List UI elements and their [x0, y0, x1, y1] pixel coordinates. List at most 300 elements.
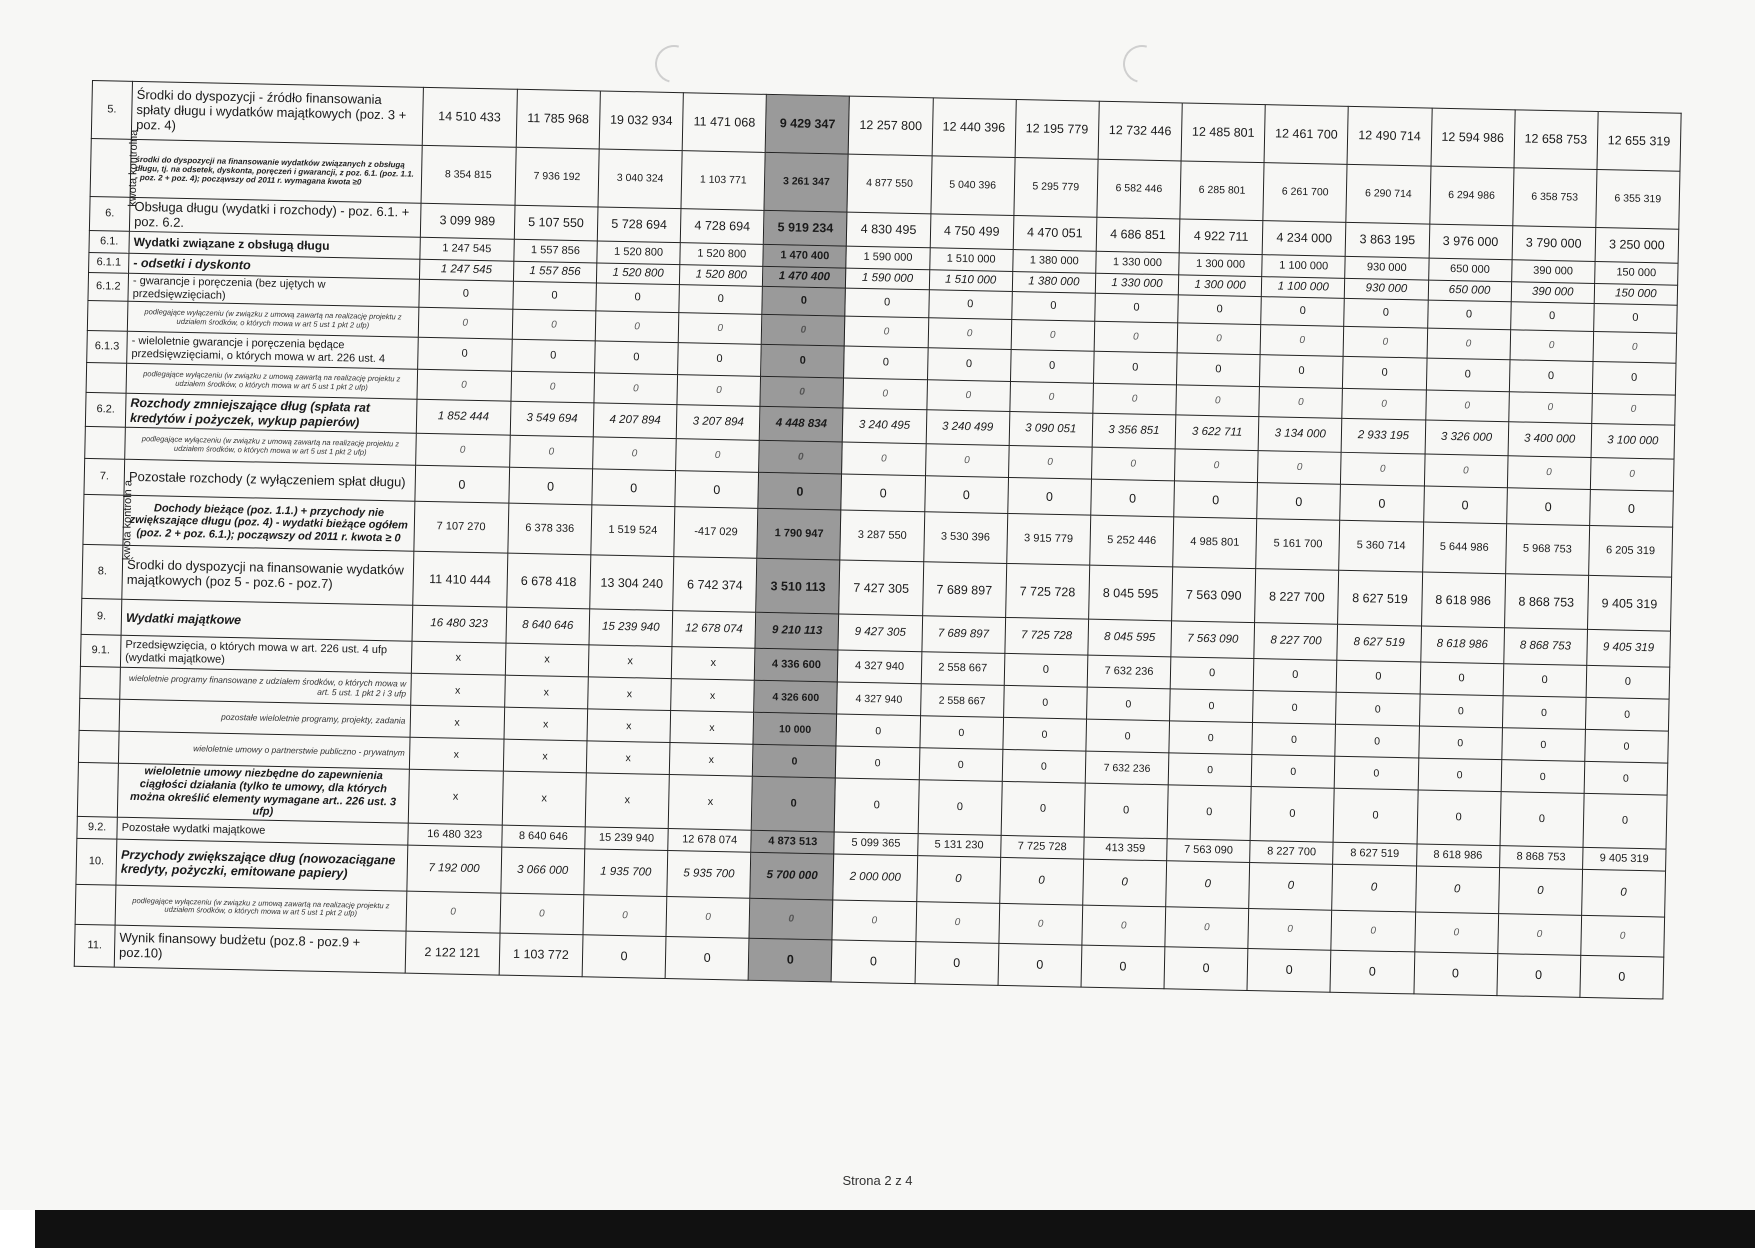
- row-number: [90, 129, 141, 208]
- value-cell: 0: [511, 339, 595, 373]
- value-cell: 0: [1253, 659, 1337, 693]
- row-label: wieloletnie umowy niezbędne do zapewnienia ciągłości działania (tylko te umowy, dla których można określić elementy wymagane art.. 226 ust. 3 ufp): [117, 763, 409, 823]
- value-cell: 0: [919, 748, 1003, 782]
- value-cell: 5 161 700: [1256, 519, 1340, 571]
- value-cell: x: [670, 711, 754, 745]
- value-cell: 0: [1333, 789, 1417, 844]
- value-cell: 3 240 495: [843, 408, 927, 444]
- value-cell: 0: [1095, 293, 1179, 323]
- value-cell: 0: [1341, 453, 1425, 487]
- row-number: 9.2.: [77, 816, 118, 839]
- value-cell: 0: [1592, 394, 1676, 426]
- value-cell: 0: [748, 938, 832, 982]
- value-cell: 7 563 090: [1171, 621, 1255, 659]
- value-cell: 8 618 986: [1416, 844, 1500, 868]
- value-cell: 0: [1418, 758, 1502, 792]
- row-label: - wieloletnie gwarancje i poręczenia będące przedsięwzięciami, o których mowa w art. 226 ust. 4: [127, 332, 418, 370]
- value-cell: 5 295 779: [1014, 158, 1098, 218]
- value-cell: 0: [1258, 451, 1342, 485]
- row-number-vertical: kwota kontroln a: [120, 480, 135, 561]
- value-cell: 4 207 894: [593, 403, 677, 439]
- value-cell: 0: [915, 941, 999, 985]
- value-cell: 0: [1002, 750, 1086, 784]
- value-cell: 0: [1176, 353, 1260, 387]
- value-cell: 8 045 595: [1088, 565, 1172, 621]
- value-cell: 0: [509, 435, 593, 469]
- value-cell: 0: [1083, 859, 1167, 907]
- row-number: [80, 667, 121, 700]
- value-cell: 0: [1253, 691, 1337, 725]
- value-cell: 1 935 700: [584, 849, 668, 897]
- value-cell: 0: [1420, 662, 1504, 696]
- value-cell: 8 868 753: [1504, 574, 1588, 630]
- value-cell: 4 448 834: [759, 407, 843, 443]
- value-cell: 0: [1174, 449, 1258, 483]
- value-cell: 0: [1259, 387, 1343, 419]
- value-cell: 9 405 319: [1587, 576, 1671, 632]
- value-cell: 7 725 728: [1005, 618, 1089, 656]
- value-cell: 3 400 000: [1508, 422, 1592, 458]
- value-cell: 0: [511, 371, 595, 403]
- value-cell: 5 107 550: [514, 205, 598, 241]
- value-cell: 2 122 121: [405, 931, 500, 975]
- value-cell: 7 632 236: [1087, 655, 1171, 689]
- value-cell: 0: [1250, 787, 1334, 842]
- value-cell: 0: [1001, 782, 1085, 837]
- value-cell: 5 728 694: [597, 207, 681, 243]
- row-number: [77, 763, 118, 817]
- row-number: 10.: [76, 838, 117, 885]
- value-cell: 0: [1170, 657, 1254, 691]
- value-cell: 0: [924, 476, 1008, 514]
- value-cell: 0: [1583, 794, 1667, 849]
- value-cell: 0: [760, 377, 844, 409]
- value-cell: 0: [1091, 447, 1175, 481]
- value-cell: 0: [1502, 696, 1586, 730]
- row-label: Środki do dyspozycji na finansowanie wydatków majątkowych (poz 5 - poz.6 - poz.7): [122, 546, 414, 606]
- value-cell: 1 300 000: [1178, 275, 1262, 297]
- row-number: 6.2.: [85, 393, 126, 428]
- value-cell: 0: [1335, 757, 1419, 791]
- value-cell: 1 380 000: [1012, 271, 1096, 293]
- value-cell: 7 427 305: [839, 560, 923, 616]
- value-cell: 3 863 195: [1345, 222, 1429, 258]
- value-cell: 390 000: [1511, 260, 1595, 284]
- value-cell: 0: [1500, 792, 1584, 847]
- value-cell: 0: [1011, 320, 1095, 352]
- value-cell: 0: [414, 466, 509, 504]
- row-label: Pozostałe rozchody (z wyłączeniem spłat długu): [124, 460, 415, 502]
- value-cell: x: [408, 769, 503, 824]
- value-cell: x: [587, 709, 671, 743]
- row-label: - gwarancje i poręczenia (bez ujętych w przedsięwzięciach): [128, 273, 419, 307]
- value-cell: 0: [1343, 357, 1427, 391]
- value-cell: 0: [595, 341, 679, 375]
- value-cell: 7 689 897: [921, 616, 1005, 654]
- value-cell: 3 510 113: [756, 559, 840, 615]
- value-cell: 0: [1507, 456, 1591, 490]
- value-cell: 0: [845, 316, 929, 348]
- value-cell: 0: [1340, 485, 1424, 523]
- value-cell: 0: [675, 471, 759, 509]
- value-cell: 1 520 800: [597, 241, 681, 265]
- value-cell: 12 461 700: [1264, 105, 1348, 165]
- value-cell: 0: [1414, 912, 1498, 954]
- value-cell: 11 785 968: [516, 89, 600, 149]
- value-cell: 0: [1581, 915, 1665, 957]
- value-cell: 3 549 694: [510, 401, 594, 437]
- value-cell: x: [409, 737, 504, 771]
- value-cell: 0: [1249, 862, 1333, 910]
- value-cell: 0: [842, 442, 926, 476]
- row-label: Przychody zwiększające dług (nowozaciągane kredyty, pożyczki, emitowane papiery): [116, 839, 407, 891]
- value-cell: 12 440 396: [932, 98, 1016, 158]
- value-cell: 4 336 600: [755, 649, 839, 683]
- value-cell: 4 985 801: [1173, 517, 1257, 569]
- value-cell: 0: [678, 343, 762, 377]
- value-cell: 9 429 347: [765, 94, 849, 154]
- value-cell: 0: [1165, 907, 1249, 949]
- value-cell: 0: [928, 290, 1012, 320]
- value-cell: 0: [843, 378, 927, 410]
- value-cell: 0: [1419, 694, 1503, 728]
- value-cell: 8 627 519: [1337, 625, 1421, 663]
- value-cell: 0: [500, 893, 584, 935]
- value-cell: 8 045 595: [1088, 619, 1172, 657]
- value-cell: 930 000: [1345, 278, 1429, 300]
- value-cell: 650 000: [1428, 280, 1512, 302]
- value-cell: 1 103 772: [499, 933, 583, 977]
- value-cell: 8 354 815: [421, 145, 516, 205]
- value-cell: 3 207 894: [676, 405, 760, 441]
- value-cell: 3 066 000: [501, 847, 585, 895]
- value-cell: 12 732 446: [1098, 101, 1182, 161]
- value-cell: 4 470 051: [1013, 216, 1097, 252]
- value-cell: 0: [1426, 358, 1510, 392]
- value-cell: 0: [509, 467, 593, 505]
- value-cell: 8 227 700: [1250, 840, 1334, 864]
- value-cell: 3 326 000: [1425, 420, 1509, 456]
- value-cell: 5 360 714: [1339, 521, 1423, 573]
- row-number: 6.1.: [89, 230, 130, 253]
- value-cell: 0: [762, 286, 846, 316]
- value-cell: 9 405 319: [1582, 847, 1666, 871]
- value-cell: 1 247 545: [419, 259, 514, 281]
- value-cell: 0: [1003, 718, 1087, 752]
- value-cell: 19 032 934: [599, 91, 683, 151]
- row-number: 6.: [89, 196, 130, 231]
- value-cell: 0: [418, 308, 513, 340]
- value-cell: 0: [1593, 303, 1677, 333]
- value-cell: 9 405 319: [1587, 630, 1671, 668]
- value-cell: 0: [1010, 350, 1094, 384]
- value-cell: 14 510 433: [422, 87, 517, 147]
- value-cell: x: [588, 645, 672, 679]
- value-cell: 0: [1176, 385, 1260, 417]
- value-cell: 0: [1167, 785, 1251, 840]
- value-cell: 0: [679, 285, 763, 315]
- value-cell: 0: [1084, 783, 1168, 838]
- value-cell: x: [502, 771, 586, 826]
- value-cell: 0: [1581, 869, 1665, 917]
- value-cell: 4 830 495: [847, 212, 931, 248]
- value-cell: 0: [1091, 479, 1175, 517]
- value-cell: 0: [1170, 689, 1254, 723]
- row-label: podlegające wyłączeniu (w związku z umową zawartą na realizację projektu z udziałem środków, o których mowa w art 5 ust 1 pkt 2 ufp): [126, 364, 417, 400]
- value-cell: 0: [592, 469, 676, 507]
- row-label: Pozostałe wydatki majątkowe: [117, 817, 408, 845]
- value-cell: 4 922 711: [1179, 219, 1263, 255]
- value-cell: 0: [1498, 867, 1582, 915]
- value-cell: 1 510 000: [929, 248, 1013, 272]
- value-cell: 12 658 753: [1514, 110, 1598, 170]
- value-cell: 0: [676, 439, 760, 473]
- row-label: Rozchody zmniejszające dług (spłata rat kredytów i pożyczek, wykup papierów): [125, 394, 416, 434]
- value-cell: x: [504, 707, 588, 741]
- value-cell: 0: [665, 936, 749, 980]
- value-cell: 7 936 192: [515, 147, 599, 207]
- value-cell: 0: [513, 281, 597, 311]
- value-cell: 8 227 700: [1255, 569, 1339, 625]
- value-cell: 1 247 545: [419, 237, 514, 261]
- value-cell: 0: [1174, 481, 1258, 519]
- value-cell: x: [586, 741, 670, 775]
- value-cell: 0: [925, 444, 1009, 478]
- value-cell: x: [669, 743, 753, 777]
- value-cell: 0: [1506, 488, 1590, 526]
- value-cell: 0: [918, 780, 1002, 835]
- value-cell: 0: [1260, 355, 1344, 389]
- value-cell: 0: [1580, 955, 1664, 999]
- row-number: 8.: [82, 545, 123, 600]
- value-cell: 3 099 989: [420, 203, 515, 239]
- value-cell: 150 000: [1594, 283, 1678, 305]
- value-cell: 12 678 074: [672, 611, 756, 649]
- value-cell: 0: [1510, 330, 1594, 362]
- value-cell: 0: [1257, 483, 1341, 521]
- value-cell: 12 678 074: [668, 828, 752, 852]
- value-cell: 1 590 000: [846, 268, 930, 290]
- value-cell: 5 919 234: [764, 210, 848, 246]
- value-cell: 0: [999, 857, 1083, 905]
- value-cell: 4 728 694: [680, 209, 764, 245]
- value-cell: x: [411, 641, 506, 675]
- value-cell: 3 287 550: [840, 510, 924, 562]
- value-cell: 0: [595, 311, 679, 343]
- value-cell: 1 557 856: [513, 261, 597, 283]
- value-cell: x: [671, 647, 755, 681]
- value-cell: 0: [512, 309, 596, 341]
- value-cell: 0: [1592, 362, 1676, 396]
- value-cell: 390 000: [1511, 282, 1595, 304]
- value-cell: 5 252 446: [1090, 515, 1174, 567]
- row-number: 9.: [81, 599, 122, 636]
- value-cell: 3 240 499: [926, 410, 1010, 446]
- value-cell: 0: [1260, 325, 1344, 357]
- row-label: Obsługa długu (wydatki i rozchody) - poz. 6.1. + poz. 6.2.: [129, 197, 420, 237]
- value-cell: 3 622 711: [1175, 415, 1259, 451]
- row-label: podlegające wyłączeniu (w związku z umową zawartą na realizację projektu z udziałem środków, o których mowa w art 5 ust 1 pkt 2 ufp): [127, 302, 418, 338]
- value-cell: 3 100 000: [1591, 424, 1675, 460]
- punch-hole-left: [648, 38, 700, 90]
- row-label: środki do dyspozycji na finansowanie wydatków związanych z obsługą długu, tj. na odsetek, dyskonta, poręczeń i gwarancji, z poz. 6.1. (poz. 1.1. - poz. 2 + poz. 4); począwszy od 2011 r. wymagana kwota ≥0: [130, 139, 422, 203]
- value-cell: 16 480 323: [412, 605, 507, 643]
- value-cell: 0: [919, 716, 1003, 750]
- value-cell: 10 000: [753, 713, 837, 747]
- value-cell: 1 100 000: [1262, 255, 1346, 279]
- value-cell: 1 520 800: [680, 243, 764, 267]
- value-cell: 4 326 600: [754, 681, 838, 715]
- value-cell: 5 131 230: [917, 834, 1001, 858]
- value-cell: 0: [916, 856, 1000, 904]
- value-cell: 2 558 667: [920, 684, 1004, 718]
- value-cell: 2 000 000: [833, 854, 917, 902]
- row-label: podlegające wyłączeniu (w związku z umową zawartą na realizację projektu z udziałem środków, o których mowa w art 5 ust 1 pkt 2 ufp): [115, 885, 406, 931]
- row-number: 11.: [74, 924, 115, 967]
- value-cell: 0: [1586, 666, 1670, 700]
- value-cell: 0: [841, 474, 925, 512]
- value-cell: 8 227 700: [1254, 623, 1338, 661]
- value-cell: 0: [406, 891, 501, 933]
- value-cell: 0: [1343, 327, 1427, 359]
- value-cell: 650 000: [1428, 258, 1512, 282]
- value-cell: 0: [1501, 760, 1585, 794]
- value-cell: 11 410 444: [412, 552, 507, 608]
- value-cell: 0: [1011, 291, 1095, 321]
- value-cell: 0: [1247, 948, 1331, 992]
- value-cell: 1 557 856: [514, 239, 598, 263]
- value-cell: 0: [761, 345, 845, 379]
- value-cell: 1 300 000: [1179, 253, 1263, 277]
- value-cell: 6 205 319: [1588, 526, 1672, 578]
- value-cell: -417 029: [674, 507, 758, 559]
- row-number: [79, 699, 120, 732]
- value-cell: 12 490 714: [1347, 106, 1431, 166]
- value-cell: 12 195 779: [1015, 100, 1099, 160]
- value-cell: 1 330 000: [1095, 273, 1179, 295]
- value-cell: 0: [761, 315, 845, 347]
- budget-table-sheet: [74, 80, 1682, 999]
- value-cell: 0: [749, 898, 833, 940]
- value-cell: 0: [845, 288, 929, 318]
- value-cell: 0: [1251, 755, 1335, 789]
- value-cell: 0: [1425, 390, 1509, 422]
- row-number: [78, 731, 119, 764]
- value-cell: 4 686 851: [1096, 217, 1180, 253]
- value-cell: 0: [583, 895, 667, 937]
- value-cell: 1 380 000: [1012, 250, 1096, 274]
- value-cell: 0: [1164, 947, 1248, 991]
- value-cell: 0: [666, 896, 750, 938]
- value-cell: 0: [1168, 753, 1252, 787]
- value-cell: 0: [1178, 295, 1262, 325]
- value-cell: 0: [1086, 687, 1170, 721]
- value-cell: 0: [998, 943, 1082, 987]
- value-cell: 0: [1010, 382, 1094, 414]
- value-cell: 15 239 940: [589, 609, 673, 647]
- row-label: Wynik finansowy budżetu (poz.8 - poz.9 + poz.10): [114, 925, 405, 973]
- value-cell: 0: [415, 434, 510, 468]
- value-cell: 0: [582, 935, 666, 979]
- value-cell: 12 594 986: [1431, 108, 1515, 168]
- value-cell: 0: [836, 746, 920, 780]
- value-cell: 0: [1166, 861, 1250, 909]
- value-cell: x: [671, 679, 755, 713]
- value-cell: 0: [759, 441, 843, 475]
- value-cell: 7 632 236: [1085, 751, 1169, 785]
- value-cell: 1 100 000: [1261, 277, 1345, 299]
- value-cell: 7 192 000: [406, 845, 501, 893]
- value-cell: 3 790 000: [1512, 226, 1596, 262]
- value-cell: 4 873 513: [751, 830, 835, 854]
- value-cell: 0: [1082, 905, 1166, 947]
- value-cell: 0: [927, 348, 1011, 382]
- row-number: 6.1.3: [87, 331, 128, 364]
- row-label: Środki do dyspozycji - źródło finansowania spłaty długu i wydatków majątkowych (poz. 3 + poz. 4): [131, 81, 423, 145]
- value-cell: 0: [593, 437, 677, 471]
- value-cell: 0: [1007, 478, 1091, 516]
- value-cell: 0: [836, 714, 920, 748]
- value-cell: 0: [1336, 693, 1420, 727]
- value-cell: 3 356 851: [1092, 413, 1176, 449]
- value-cell: 12 257 800: [849, 96, 933, 156]
- row-number: 7.: [84, 459, 125, 496]
- value-cell: 1 852 444: [416, 400, 511, 436]
- value-cell: 7 563 090: [1167, 839, 1251, 863]
- value-cell: 0: [753, 745, 837, 779]
- value-cell: 5 700 000: [750, 852, 834, 900]
- value-cell: 0: [596, 283, 680, 313]
- value-cell: 0: [1004, 654, 1088, 688]
- value-cell: 15 239 940: [585, 827, 669, 851]
- value-cell: 0: [1417, 790, 1501, 845]
- value-cell: 8 868 753: [1503, 628, 1587, 666]
- value-cell: 0: [417, 338, 512, 372]
- value-cell: 413 359: [1084, 837, 1168, 861]
- punch-hole-right: [1116, 38, 1168, 90]
- value-cell: 7 725 728: [1000, 835, 1084, 859]
- value-cell: 6 290 714: [1346, 164, 1430, 224]
- value-cell: 0: [418, 279, 513, 309]
- value-cell: 0: [1177, 323, 1261, 355]
- value-cell: 0: [1093, 351, 1177, 385]
- value-cell: 3 976 000: [1429, 224, 1513, 260]
- value-cell: 0: [1086, 719, 1170, 753]
- value-cell: 6 285 801: [1180, 161, 1264, 221]
- row-label: wieloletnie umowy o partnerstwie publiczno - prywatnym: [118, 731, 409, 769]
- value-cell: 0: [417, 370, 512, 402]
- value-cell: 0: [1508, 392, 1592, 424]
- row-label: Wydatki związane z obsługą długu: [129, 231, 420, 259]
- scanner-edge: [35, 1210, 1755, 1248]
- value-cell: 1 790 947: [757, 509, 841, 561]
- value-cell: 16 480 323: [407, 823, 502, 847]
- value-cell: 6 678 418: [507, 553, 591, 609]
- value-cell: 7 725 728: [1005, 564, 1089, 620]
- value-cell: 0: [751, 777, 835, 832]
- value-cell: 9 427 305: [838, 614, 922, 652]
- value-cell: 0: [1509, 360, 1593, 394]
- value-cell: 8 627 519: [1333, 842, 1417, 866]
- value-cell: 9 210 113: [755, 613, 839, 651]
- page-number: Strona 2 z 4: [842, 1173, 913, 1188]
- value-cell: 4 234 000: [1262, 221, 1346, 257]
- value-cell: 13 304 240: [590, 555, 674, 611]
- value-cell: 0: [1593, 332, 1677, 364]
- value-cell: 0: [594, 373, 678, 405]
- value-cell: 0: [1413, 952, 1497, 996]
- value-cell: 0: [1094, 321, 1178, 353]
